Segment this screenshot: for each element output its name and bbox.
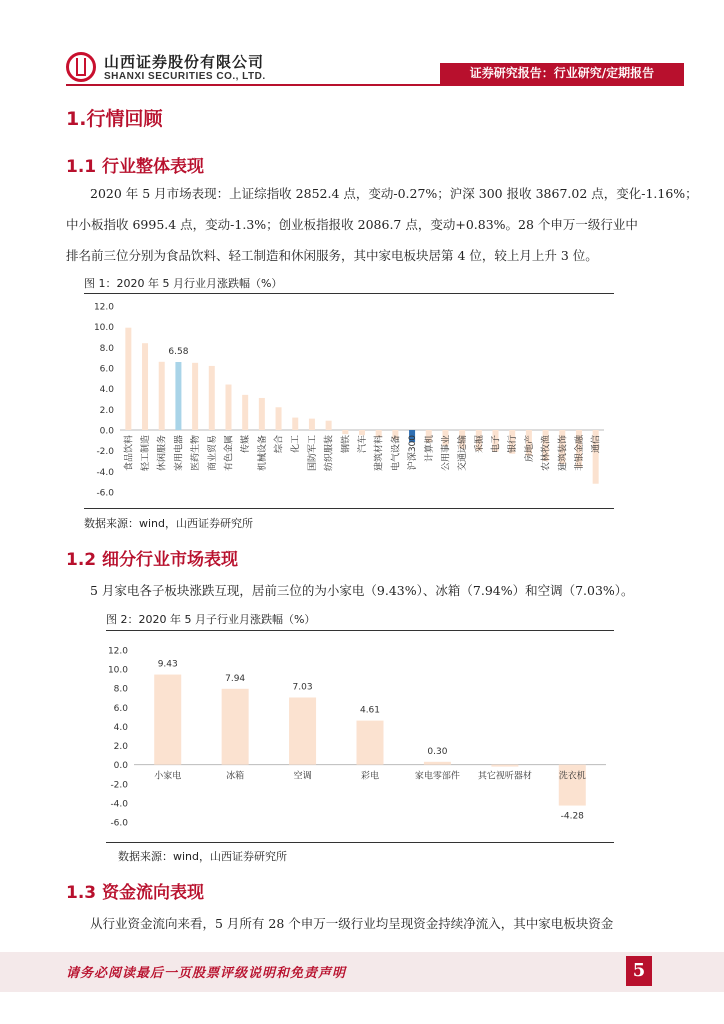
x-tick-label: 食品饮料 bbox=[124, 435, 135, 472]
x-tick-label: 建筑装饰 bbox=[558, 435, 569, 472]
x-tick-label: 医药生物 bbox=[191, 435, 202, 472]
y-tick-label: 2.0 bbox=[99, 405, 114, 416]
bar-综合 bbox=[276, 407, 282, 430]
x-tick-label: 农林牧渔 bbox=[541, 435, 552, 472]
y-tick-label: 2.0 bbox=[113, 742, 128, 753]
bar-彩电 bbox=[357, 721, 384, 765]
data-label: 6.58 bbox=[168, 347, 189, 358]
x-tick-label: 纺织服装 bbox=[324, 435, 335, 472]
x-tick-label: 电子 bbox=[491, 435, 502, 454]
data-label: 4.61 bbox=[359, 705, 381, 716]
x-tick-label: 化工 bbox=[291, 435, 302, 454]
bar-空调 bbox=[289, 697, 316, 764]
y-tick-label: 0.0 bbox=[99, 426, 114, 437]
x-tick-label: 综合 bbox=[274, 435, 285, 454]
figure-1-caption: 图 1：2020 年 5 月行业月涨跌幅（%） bbox=[84, 277, 283, 290]
x-tick-label: 空调 bbox=[293, 771, 312, 782]
paragraph-line-1: 2020 年 5 月市场表现：上证综指收 2852.4 点，变动-0.27%；沪深 300 报收 3867.02 点，变化-1.16%； bbox=[90, 186, 698, 201]
bar-休闲服务 bbox=[159, 362, 165, 430]
y-tick-label: 6.0 bbox=[113, 703, 128, 714]
x-tick-label: 通信 bbox=[591, 435, 602, 454]
data-label: 9.43 bbox=[157, 659, 178, 670]
y-tick-label: -4.0 bbox=[96, 467, 114, 478]
bar-国防军工 bbox=[309, 419, 315, 430]
x-tick-label: 银行 bbox=[508, 435, 519, 454]
y-tick-label: 4.0 bbox=[113, 722, 128, 733]
x-tick-label: 洗衣机 bbox=[558, 771, 586, 782]
figure-2-caption: 图 2：2020 年 5 月子行业月涨跌幅（%） bbox=[106, 613, 316, 626]
data-label: 0.30 bbox=[427, 746, 448, 757]
bar-钢铁 bbox=[342, 430, 348, 434]
x-tick-label: 房地产 bbox=[524, 435, 535, 463]
figure-1-bottom-rule bbox=[84, 508, 614, 509]
bar-家用电器 bbox=[175, 362, 181, 430]
x-tick-label: 建筑材料 bbox=[374, 435, 385, 472]
x-tick-label: 小家电 bbox=[154, 771, 182, 782]
bar-家电零部件 bbox=[424, 762, 451, 765]
bar-轻工制造 bbox=[142, 343, 148, 430]
y-tick-label: -4.0 bbox=[110, 799, 128, 810]
x-tick-label: 冰箱 bbox=[226, 771, 245, 782]
section-title-1-1: 1.1 行业整体表现 bbox=[66, 157, 205, 177]
figure-1-chart bbox=[84, 296, 614, 508]
footer-disclaimer: 请务必阅读最后一页股票评级说明和免责声明 bbox=[66, 966, 347, 981]
x-tick-label: 钢铁 bbox=[341, 435, 352, 454]
y-tick-label: -2.0 bbox=[110, 780, 128, 791]
data-label: 7.94 bbox=[225, 673, 246, 684]
figure-2-top-rule bbox=[106, 630, 614, 631]
figure-1-top-rule bbox=[84, 293, 614, 294]
header-divider bbox=[66, 84, 684, 86]
bar-传媒 bbox=[242, 395, 248, 430]
bar-汽车 bbox=[359, 430, 365, 435]
x-tick-label: 家用电器 bbox=[174, 435, 185, 472]
section-title-1-2: 1.2 细分行业市场表现 bbox=[66, 550, 239, 570]
x-tick-label: 机械设备 bbox=[257, 435, 268, 472]
paragraph-line-3: 排名前三位分别为食品饮料、轻工制造和休闲服务，其中家电板块居第 4 位，较上月上升 3 位。 bbox=[66, 248, 598, 263]
company-name-cn: 山西证券股份有限公司 bbox=[104, 53, 265, 71]
bar-冰箱 bbox=[222, 689, 249, 765]
y-tick-label: 6.0 bbox=[99, 364, 114, 375]
y-tick-label: 12.0 bbox=[93, 302, 114, 313]
paragraph-1-2: 5 月家电各子板块涨跌互现，居前三位的为小家电（9.43%）、冰箱（7.94%）和空调（7.03%）。 bbox=[90, 583, 634, 598]
x-tick-label: 轻工制造 bbox=[141, 435, 152, 472]
x-tick-label: 其它视听器材 bbox=[477, 771, 532, 782]
x-tick-label: 公用事业 bbox=[441, 435, 452, 472]
report-type-banner: 证券研究报告：行业研究/定期报告 bbox=[440, 63, 684, 84]
x-tick-label: 计算机 bbox=[424, 435, 435, 463]
y-tick-label: 0.0 bbox=[113, 761, 128, 772]
x-tick-label: 电气设备 bbox=[391, 435, 402, 472]
page-number: 5 bbox=[626, 956, 652, 986]
figure-2-chart bbox=[106, 640, 614, 840]
figure-2-source: 数据来源：wind，山西证券研究所 bbox=[118, 850, 288, 863]
x-tick-label: 汽车 bbox=[358, 435, 368, 454]
figure-2-bottom-rule bbox=[106, 842, 614, 843]
section-title-1: 1.行情回顾 bbox=[66, 108, 163, 130]
company-name-en: SHANXI SECURITIES CO., LTD. bbox=[104, 71, 266, 82]
section-title-1-3: 1.3 资金流向表现 bbox=[66, 883, 205, 903]
x-tick-label: 沪深300 bbox=[408, 435, 419, 471]
x-tick-label: 家电零部件 bbox=[414, 771, 460, 782]
x-tick-label: 国防军工 bbox=[307, 435, 318, 472]
paragraph-line-2: 中小板指收 6995.4 点，变动-1.3%；创业板指报收 2086.7 点，变动+0.83%。28 个申万一级行业中 bbox=[66, 217, 638, 232]
y-tick-label: 4.0 bbox=[99, 385, 114, 396]
company-logo-mark bbox=[76, 58, 86, 76]
bar-机械设备 bbox=[259, 398, 265, 430]
y-tick-label: -6.0 bbox=[96, 488, 114, 499]
y-tick-label: 10.0 bbox=[93, 323, 114, 334]
bar-纺织服装 bbox=[326, 421, 332, 430]
bar-医药生物 bbox=[192, 363, 198, 430]
x-tick-label: 彩电 bbox=[360, 771, 380, 782]
x-tick-label: 非银金融 bbox=[574, 435, 585, 472]
x-tick-label: 休闲服务 bbox=[157, 435, 168, 472]
figure-1-source: 数据来源：wind，山西证券研究所 bbox=[84, 517, 254, 530]
x-tick-label: 交通运输 bbox=[458, 435, 469, 472]
y-tick-label: 8.0 bbox=[113, 684, 128, 695]
bar-其它视听器材 bbox=[491, 765, 518, 767]
x-tick-label: 传媒 bbox=[241, 435, 252, 454]
x-tick-label: 商业贸易 bbox=[207, 435, 218, 472]
x-tick-label: 有色金属 bbox=[224, 435, 235, 472]
y-tick-label: -6.0 bbox=[110, 818, 128, 829]
bar-商业贸易 bbox=[209, 366, 215, 430]
bar-有色金属 bbox=[225, 385, 231, 430]
bar-化工 bbox=[292, 418, 298, 430]
bar-食品饮料 bbox=[125, 328, 131, 430]
paragraph-1-3: 从行业资金流向来看，5 月所有 28 个申万一级行业均呈现资金持续净流入，其中家电板块资金 bbox=[90, 916, 614, 931]
y-tick-label: 8.0 bbox=[99, 343, 114, 354]
y-tick-label: 10.0 bbox=[107, 665, 128, 676]
data-label: 7.03 bbox=[292, 682, 313, 693]
y-tick-label: 12.0 bbox=[107, 646, 128, 657]
y-tick-label: -2.0 bbox=[96, 447, 114, 458]
x-tick-label: 采掘 bbox=[474, 435, 485, 454]
bar-小家电 bbox=[154, 675, 181, 765]
data-label: -4.28 bbox=[560, 811, 584, 822]
